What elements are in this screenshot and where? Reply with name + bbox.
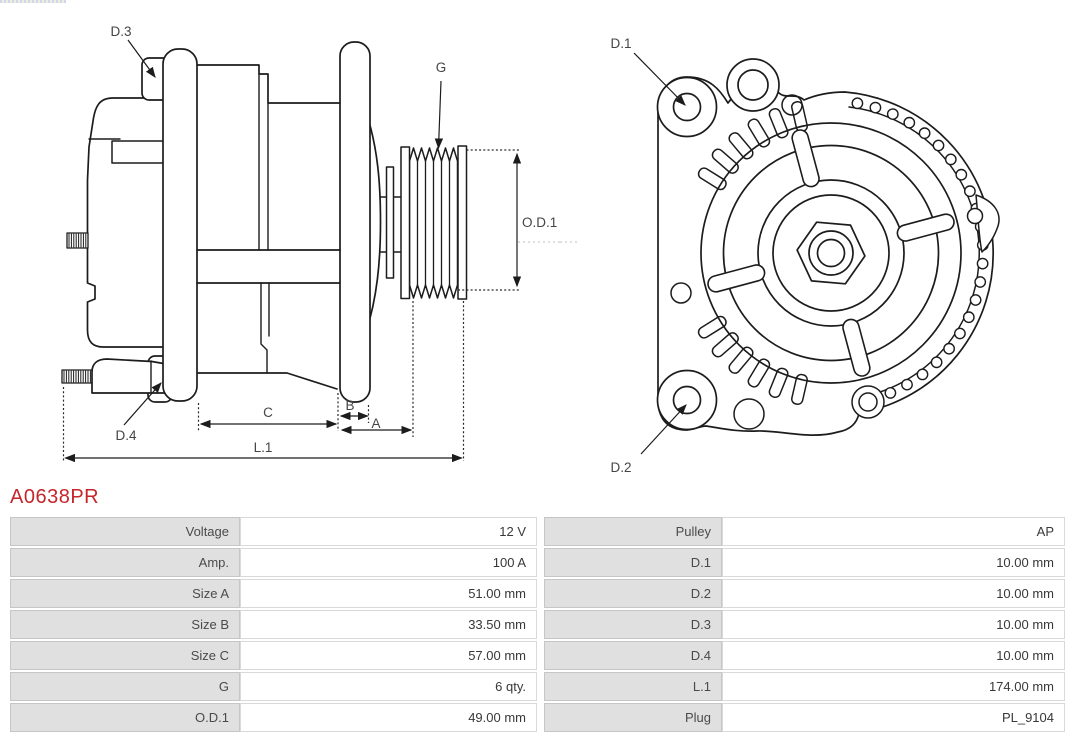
spec-label: Size C	[10, 641, 240, 670]
spec-value: 6 qty.	[240, 672, 537, 701]
label-d3: D.3	[110, 24, 132, 39]
spec-table	[10, 517, 1065, 734]
spec-value: 49.00 mm	[240, 703, 537, 732]
spec-label: D.1	[544, 548, 722, 577]
spec-value: 10.00 mm	[722, 641, 1065, 670]
alternator-front-view-diagram	[560, 0, 1080, 480]
table-row	[10, 672, 1065, 701]
label-l1: L.1	[253, 440, 273, 455]
spec-value: 174.00 mm	[722, 672, 1065, 701]
spec-value: 33.50 mm	[240, 610, 537, 639]
spec-value: PL_9104	[722, 703, 1065, 732]
part-number: A0638PR	[10, 486, 100, 508]
table-row	[10, 641, 1065, 670]
spec-value: 12 V	[240, 517, 537, 546]
table-row	[10, 579, 1065, 608]
spec-label: D.2	[544, 579, 722, 608]
spec-label: Voltage	[10, 517, 240, 546]
spec-value: 10.00 mm	[722, 610, 1065, 639]
spec-label: L.1	[544, 672, 722, 701]
spec-label: G	[10, 672, 240, 701]
label-b: B	[345, 398, 355, 413]
label-a: A	[371, 416, 381, 431]
table-row	[10, 517, 1065, 546]
spec-label: Amp.	[10, 548, 240, 577]
spec-value: 100 A	[240, 548, 537, 577]
spec-label: O.D.1	[10, 703, 240, 732]
spec-label: Pulley	[544, 517, 722, 546]
spec-label: Size B	[10, 610, 240, 639]
spec-label: D.3	[544, 610, 722, 639]
spec-label: Size A	[10, 579, 240, 608]
spec-value: 57.00 mm	[240, 641, 537, 670]
spec-value: AP	[722, 517, 1065, 546]
alternator-side-view-diagram	[0, 0, 560, 480]
label-d4: D.4	[115, 428, 137, 443]
label-c: C	[263, 405, 273, 420]
label-d1: D.1	[610, 36, 632, 51]
label-d2: D.2	[610, 460, 632, 475]
spec-value: 10.00 mm	[722, 579, 1065, 608]
label-g: G	[435, 60, 447, 75]
table-row	[10, 703, 1065, 732]
spec-label: D.4	[544, 641, 722, 670]
spec-value: 51.00 mm	[240, 579, 537, 608]
table-row	[10, 610, 1065, 639]
spec-label: Plug	[544, 703, 722, 732]
spec-value: 10.00 mm	[722, 548, 1065, 577]
label-od1: O.D.1	[522, 215, 558, 230]
table-row	[10, 548, 1065, 577]
